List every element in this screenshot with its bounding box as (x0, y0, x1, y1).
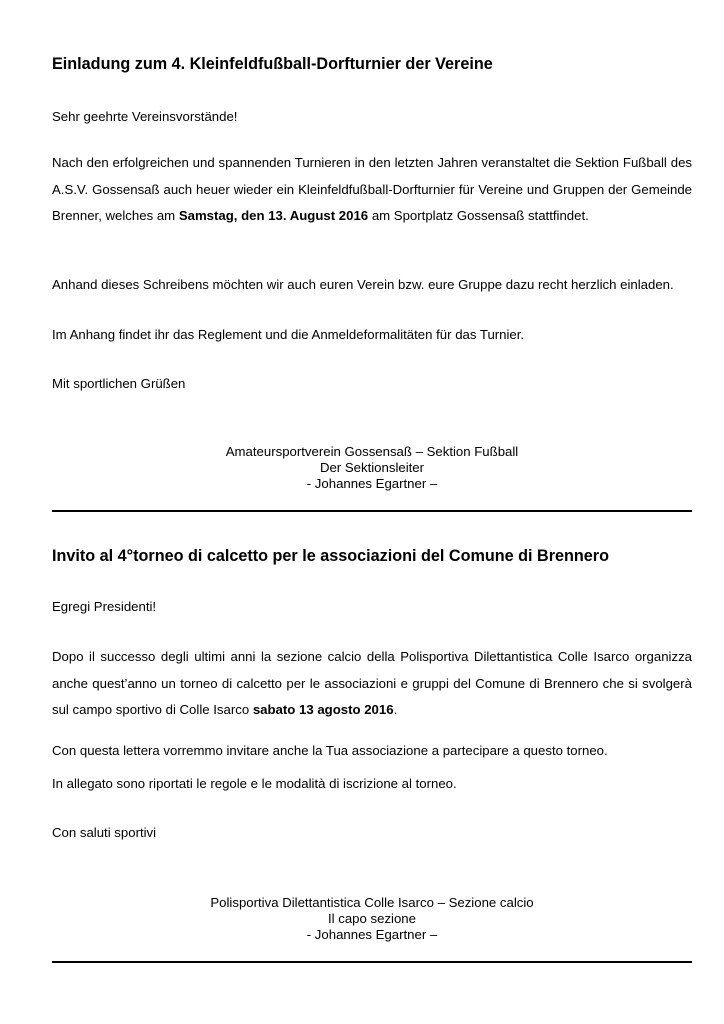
italian-signature-name: - Johannes Egartner – (306, 927, 438, 942)
italian-salutation: Egregi Presidenti! (52, 599, 157, 614)
bottom-divider (52, 961, 692, 963)
german-paragraph-1-end: am Sportplatz Gossensaß stattfindet. (368, 208, 589, 223)
german-paragraph-2: Anhand dieses Schreibens möchten wir auch euren Verein bzw. eure Gruppe dazu recht herzlich einladen. (52, 277, 674, 292)
italian-signature-role: Il capo sezione (328, 911, 416, 926)
italian-signature-org: Polisportiva Dilettantistica Colle Isarco – Sezione calcio (210, 895, 534, 910)
german-paragraph-1 (52, 150, 692, 230)
german-title: Einladung zum 4. Kleinfeldfußball-Dorfturnier der Vereine (52, 55, 493, 73)
german-signature-role: Der Sektionsleiter (319, 460, 425, 475)
german-paragraph-3: Im Anhang findet ihr das Reglement und die Anmeldeformalitäten für das Turnier. (52, 327, 525, 342)
italian-paragraph-1 (52, 644, 692, 724)
section-divider (52, 510, 692, 512)
italian-paragraph-3: In allegato sono riportati le regole e le modalità di iscrizione al torneo. (52, 776, 457, 791)
german-salutation: Sehr geehrte Vereinsvorstände! (52, 109, 238, 124)
italian-closing: Con saluti sportivi (52, 825, 157, 840)
italian-event-date: sabato 13 agosto 2016 (252, 702, 394, 717)
german-closing: Mit sportlichen Grüßen (52, 376, 186, 391)
italian-paragraph-2: Con questa lettera vorremmo invitare anche la Tua associazione a partecipare a questo torneo. (52, 743, 608, 758)
german-signature-name: - Johannes Egartner – (306, 476, 438, 491)
italian-title: Invito al 4°torneo di calcetto per le associazioni del Comune di Brennero (52, 547, 609, 565)
italian-signature (52, 895, 692, 943)
german-paragraph-1-text: Nach den erfolgreichen und spannenden Turnieren in den letzten Jahren veranstaltet die Sektion Fußball des A.S.V. Gossensaß auch heuer wieder ein Kleinfeldfußball-Dorfturnier für Vereine und Gruppen der Gemeinde Brenner, welches am (52, 155, 692, 223)
german-signature (52, 444, 692, 492)
german-event-date: Samstag, den 13. August 2016 (178, 208, 369, 223)
italian-paragraph-1-end: . (393, 702, 398, 717)
italian-paragraph-1-text: Dopo il successo degli ultimi anni la sezione calcio della Polisportiva Dilettantistica Colle Isarco organizza anche quest’anno un torneo di calcetto per le associazioni e gruppi del Comune di Brennero che si svolgerà sul campo sportivo di Colle Isarco (52, 649, 692, 717)
german-signature-org: Amateursportverein Gossensaß – Sektion Fußball (225, 444, 519, 459)
